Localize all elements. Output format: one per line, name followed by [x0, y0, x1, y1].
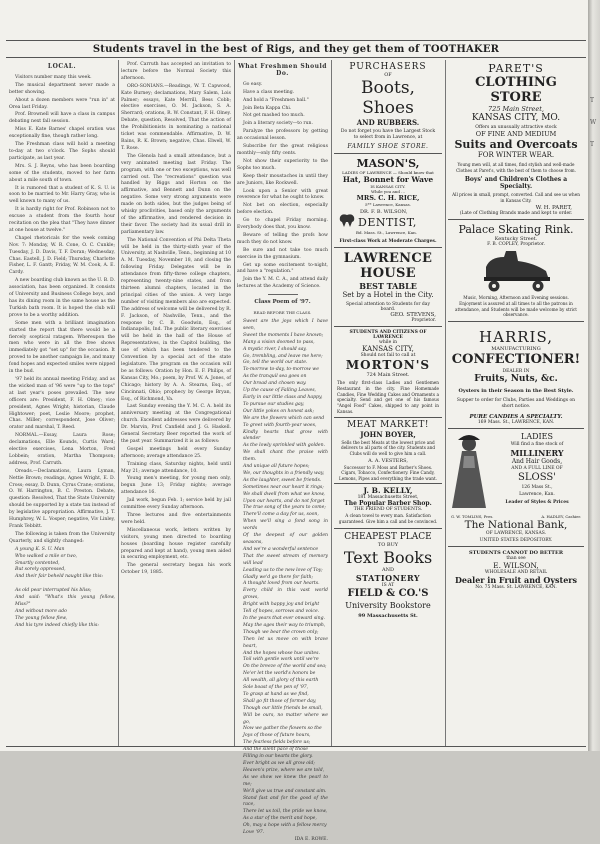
offers-text: Offers an unusually attractive stock [475, 125, 557, 130]
local-paragraph: It is rumored that a student of K. S. U. is soon to be married to Mr. Harry Gray, who is well known to many of us. [9, 185, 115, 205]
poem-line: Stand fast and for the good of the race, [243, 795, 328, 808]
freshmen-heading: What Freshmen Should Do. [238, 63, 327, 77]
rink-body: Music, Morning, Afternoon and Evening sessions. Enjoyment is assured at all times to all the patrons in attendance, and Students will be made welcome by strict observance. [455, 295, 577, 318]
poem-signature: IDA E. ROWE. [294, 836, 328, 842]
poem-line: Many a vision doomed to pass, [243, 339, 315, 345]
news-column [121, 62, 231, 746]
freshmen-item: Get up some excitement to-night, and have a "regulation." [237, 262, 328, 275]
kc-students: STUDENTS AND CITIZENS OF LAWRENCE [349, 330, 427, 340]
local-paragraphs [9, 75, 115, 546]
poem-line: The fearless fields before us; [243, 740, 311, 746]
suits-overcoats: Suits and Overcoats [454, 138, 578, 151]
freshmen-list [237, 82, 328, 291]
bank-president: G. W. TOMLINS, Pres. [451, 513, 494, 519]
poem-line: And his tyre indeed chiefly like this: [15, 622, 99, 628]
bottom-rule [6, 746, 586, 747]
dentist-title: DENTIST, [358, 216, 417, 229]
local-paragraph: A new boarding club known as the U. B. D. association, has been organized. It consists of University and Business College boys, and has its dining room in the same house as the Turkish bath room. It is hoped the club will prove to be a worthy addition. [9, 278, 115, 318]
poem-line: As old pear interrupted his bliss; [15, 588, 92, 594]
barber-body: A clean towel to every man. Satisfaction guaranteed. Give him a call and be convinced. [338, 513, 438, 524]
to-buy: TO BUY [377, 541, 399, 548]
poem-line: In the years that ever onward sing. [243, 615, 325, 621]
poem-line: And their fair beheld naught like this: [15, 574, 104, 580]
class-poem-subtitle: READ BEFORE THE CLASS. [253, 310, 312, 316]
freshmen-item: Not bet on election, especially before election. [237, 203, 328, 216]
fine-medium: OF FINE AND MEDIUM [475, 130, 557, 138]
poem-line: Oh, may a hope with a fellow mercy [243, 823, 327, 829]
hair-sub: AND A FULL LINE OF [511, 465, 563, 471]
poem-line: And unique all future hopes; [243, 464, 310, 470]
poem-line: On the breeze of the world and sea; [243, 664, 327, 670]
freshmen-item: Beware of telling the profs how much they do not know. [237, 232, 328, 245]
poem-line: We, our thoughts in a friendly way, [243, 470, 325, 476]
poem-line: To grasp at hand as we find, [243, 691, 309, 697]
poem-line: All wealth, all glory of this earth [243, 678, 319, 684]
class-poem [237, 319, 328, 837]
local-paragraph: '97 held its annual meeting Friday, and as the wicked man of '96 were "up to the tops" at last year's poses prevailed. The new officers are: President, F. H. Olney; vice president, Agnes Wright; historian, Claude Hightower; poet, Leslie Moore; prophet, Chas. Miller; correspondent, Jose Oliver; orator and marshal, T. Reed. [9, 376, 115, 431]
adjacent-page-letters [590, 90, 600, 170]
barber-sub: THE FRIEND OF STUDENTS. [353, 507, 423, 513]
ads-column-middle [334, 60, 442, 746]
boys-clothes: Boys' and Children's Clothes a Specialty. [464, 176, 568, 191]
poem-line: As a star of the merit and hope, [243, 816, 317, 822]
family-store: FAMILY SHOE STORE. [347, 143, 429, 150]
freshmen-item: Subscribe for the great religious monthly—only fifty cents. [237, 144, 328, 156]
poem-line: Sole boast of the pen of '97, [243, 685, 309, 691]
lawrence-house: LAWRENCE HOUSE [343, 251, 433, 281]
barber-title: The Popular Barber Shop. [344, 500, 432, 508]
local-paragraph: Oreads.—Declamations, Laura Lyman, Nettie Brown; readings, Agnes Wright, E. D. Cross; essay, D. Dunn, Cyrus Crane; orations, O. W. Harrington, B. C. Preston. Debate, question: Resolved, That the State University should be supported by a state tax instead of by legislative appropriation. Affirmative, J. T. Humphrey, W. L. Vosper; negative, Viv Linley, Frank Tebbitt. [9, 468, 115, 529]
class-poem-title: Class Poem of '97. [254, 299, 311, 306]
local-paragraph: Mrs. S. J. Reyns, who has been boarding some of the students, moved to her farm about a mile south of town. [9, 163, 115, 183]
poem-line: Our little yokes on honest ask; [243, 408, 315, 414]
news-paragraph: ORO-SONIANS.—Readings, W. T. Capwood, Kate Burney; declamations, Mary Salem, Lois Palmer; essays, Kate Merrill, Bess Cobb; elective exercises, O. M. Jackson, S. A. Sherrard; orations, R. W. Constant, F. H. Olney. Debate, question, Resolved, That the action of the Prohibitionists in nominating a national ticket was commendable. Affirmative, D. W. Bains, R. K. Brown; negative, Chas. Elwell, W. T. Rose. [121, 83, 231, 151]
harris-body: Supper to order for Clubs, Parties and Weddings on short notice. [456, 397, 576, 409]
vesters-title: A. A. VESTERS, [368, 457, 408, 464]
dentist-addr: Bd. Mass. St., Lawrence, Kan. [356, 230, 418, 235]
news-paragraph: The Glenola had a small attendance, but a very animated meeting last Friday. The program, with one or two exceptions, was well carried out. The "recreations" question was handled by Biggs and Horton on the affirmative, and Bennett and Dunn on the negative. Some very strong arguments were made on both sides, but the judges being of whisky proclivities, based only the arguments of the affirmative, and rendered decision in their favor. The society had its usual drill in parliamentary law. [121, 153, 231, 235]
poem-line: Our broad and chosen way. [243, 381, 307, 387]
bank-cashier: A. HADLEY, Cashier. [541, 513, 581, 519]
poem-line: Who walked a mile or two, [15, 553, 78, 559]
wilson-sub: WHOLESALE AND RETAIL [484, 569, 548, 575]
poem-line: We shall chant the praise with them. [243, 450, 328, 463]
local-paragraph: It is hardly right for Prof. Robinson not to excuse a student from the fourth hour recitation on the plea that "They have dinner at one house at twelve." [9, 207, 115, 233]
clothing-kc: KANSAS CITY, MO. [471, 113, 561, 123]
edge-letter: W [590, 119, 597, 126]
poem-line: A mystic river, I should say, [243, 346, 307, 352]
paret-name: W. H. PARET, [535, 205, 572, 212]
freshmen-item: Join the Y. M. C. A., and attend daily lectures at the Academy of Science. [237, 277, 328, 290]
news-paragraph: Prof. Carruth has accepted an invitation to lecture before the Normal Society this afternoon. [121, 62, 231, 81]
mortons-title: MORTON'S [345, 358, 431, 372]
poem-line: Kindly hearts that grow with slender [243, 429, 328, 442]
local-paragraph: Chapel rhetoricals for the week coming Nov. 7: Monday, W. R. Cone, O. C. Cunkle; Tuesday, J. D. Davis, T. F. Doran; Wednesday, Chas. Eastell, J. D. Field; Thursday, Charlotte Fisher, L. F. Gantt; Friday, W. M. Cook, A. E. Cardy. [9, 235, 115, 276]
freshmen-item: Join a literary society—to run. [243, 121, 313, 127]
local-paragraph: The musical department never made a better showing. [9, 82, 115, 95]
mason-sub2: IS KANSAS CITY. [370, 184, 406, 189]
text-books: Text Books [343, 547, 433, 567]
poem-line: To-morrow to-day, to-morrow we [243, 367, 319, 373]
vesters-body: Successor to F. Moss and Barber's Shoes. Cigars, Tobacco, Confectionery. Fine Candy, Lemons, Pipes and everything the trade want. [338, 464, 438, 481]
wilder-addr: 5** Lawrence, Kansas. [365, 202, 411, 207]
freshmen-item: Not get mashed too much. [243, 113, 305, 119]
poem-line: Smartly contented, [15, 560, 60, 566]
harris-title: HARRIS, [479, 327, 553, 346]
freshmen-item: Look upon a Senior with great reverence for what he ought to know. [237, 188, 328, 201]
than-see: than see [506, 555, 526, 561]
poem-line: Sweet the moments I have known; [243, 332, 324, 338]
poem-line: And said: "What's this young fellow, Miss?" [15, 595, 115, 607]
poem-line: But sorely oppressed, [15, 567, 66, 573]
poem-line: Go, tell the world our state. [243, 360, 308, 366]
poem-line: As the laughter, sweet be friends. [243, 477, 322, 483]
sloss-title: SLOSS' [518, 471, 556, 483]
wilson-addr: No. 75 Mass. St. LAWRENCE, KAN. [475, 584, 557, 590]
page-banner: Students travel in the best of Rigs, and they get them of TOOTHAKER [92, 44, 500, 55]
local-paragraph: Visitors number many this week. [15, 74, 92, 80]
poem-line: Though we bear the crown only; [243, 629, 319, 635]
ladies-label: LADIES [521, 431, 553, 441]
poem-line: Toil with gentle work until we're [243, 657, 319, 663]
prices-text: All prices in small, prompt, converted. Call and see us when in Kansas City. [452, 192, 580, 203]
tooth-icon [338, 213, 356, 227]
rink-street: Kentucky Street. [494, 236, 538, 243]
poem-line: To greet with fourth-year woes, [243, 422, 317, 428]
local-paragraph: Some men with a brilliant imagination started the report that there would be a fiercely sceptical ratagem. Whereupon the men who were in all the free shows immediately got "set up" for the occasion. It proved to be another campaign lie, and many fond hopes and expected smiles were nipped in the bud. [9, 320, 115, 375]
clothing-addr: 725 Main Street, [488, 105, 544, 113]
fruits-nuts: Fruits, Nuts, &c. [474, 373, 558, 384]
local-paragraph: The following is taken from the University Quarterly, and slightly changed: [9, 531, 115, 544]
university-bookstore: University Bookstore [345, 600, 431, 610]
proprietor-label: Proprietor. [411, 318, 436, 323]
poem-line: When we'll sing a fond song in words [243, 519, 328, 532]
freshmen-item: Have a class meeting. [243, 89, 295, 95]
paret-foot: (Late of Clothing Brands made and kept to order. [459, 211, 573, 217]
bank-sub: OF LAWRENCE, KANSAS. [485, 530, 547, 536]
poem-line: Upon our hearts, and do not forget [243, 498, 325, 504]
news-paragraph: Three lectures and five entertainments were held. [121, 513, 231, 525]
poem-line: That the sweet stream of memory will lead [243, 553, 328, 566]
wilder-prefix: While you and ... [370, 189, 405, 194]
poem-line: Ever bright as we all grow old; [243, 761, 315, 766]
poem-line: Every child in this vast world grows, [243, 588, 328, 601]
mason-title: MASON'S, [356, 157, 420, 170]
kelly-name: J. B. KELLY, [363, 486, 413, 496]
freshmen-item: Paralyze the professors by getting an occasional lesson. [237, 129, 328, 142]
poem-line: The young fellow flew, [15, 615, 68, 621]
boots-shoes-title: Boots, Shoes [361, 78, 415, 118]
column-rule-1 [118, 60, 119, 746]
freshmen-item: Go easy. [243, 81, 263, 87]
kc-sub: Should not fail to call at [360, 353, 416, 358]
edge-letter: T [590, 97, 595, 104]
purchasers-label: PURCHASERS [349, 62, 427, 72]
john-boyer: JOHN BOYER, [360, 429, 416, 439]
freshmen-item: And hold a "Freshmen ball." [243, 97, 309, 103]
local-column [9, 62, 115, 746]
column-rule-2 [234, 60, 235, 746]
national-bank: The National Bank, [464, 518, 568, 531]
local-poem [9, 547, 115, 630]
freshmen-item: Go to chapel Friday morning. Everybody does that, you know. [237, 218, 328, 231]
poem-line: Love '97. [243, 830, 265, 836]
mason-sub: LADIES OF LAWRENCE — Should know that [342, 170, 434, 175]
news-paragraphs [121, 62, 231, 577]
column-rule-3 [331, 60, 332, 746]
local-heading: LOCAL. [47, 63, 77, 70]
bookstore-addr: 99 Massachusetts St. [358, 612, 418, 619]
poem-line: There'll come a day for us, soon, [243, 512, 319, 518]
stationery: STATIONERY [355, 572, 421, 583]
poem-line: And the silent pace of those [243, 747, 308, 753]
freshmen-item: Keep their moustaches in until they are Juniors, like Rockwell. [237, 173, 328, 186]
parets-title: PARET'S [488, 62, 544, 75]
poem-line: Shall go fit those of former day, [243, 698, 317, 704]
poem-line: Ne'er let the world's honors be [243, 671, 316, 677]
poem-line: Heaven's prize, where we are told, [243, 767, 325, 773]
confectioner: CONFECTIONER! [451, 351, 581, 367]
poem-line: We shall dwell from what we know, [243, 491, 325, 497]
sloss-addr: 126 Mass St., [521, 484, 553, 490]
palace-rink: Palace Skating Rink. [458, 223, 574, 237]
local-paragraph: NORMAL.—Essay, Laura Rose; declamations, Elle Kounds, Curtis Ward; elective exercises, Lena Morton, Fred Lobbein; oration, Martha Thompson; address, Prof. Carruth. [9, 433, 115, 466]
poem-line: Now we gather the flowers so the [243, 726, 322, 732]
clothing-store: CLOTHING STORE [475, 75, 557, 105]
local-paragraph: Miss E. Kate Barnes' chapel oration was exceptionally fine, though rather long. [9, 127, 115, 140]
poem-line: A thought loved from our hearts. [243, 581, 320, 587]
depository: UNITED STATES DEPOSITORY. [479, 537, 553, 543]
parets-body: Young men will, at all times, find stylish and well-made Clothes at Paret's, with the best of them to choose from. [456, 162, 576, 173]
poem-line: And we're a wonderful sentence [243, 546, 319, 552]
poem-line: Early in our little class and happy, [243, 394, 323, 400]
meat-market: MEAT MARKET! [346, 419, 430, 430]
poem-line: To pursue our studies gay, [243, 401, 305, 407]
edge-letter [590, 156, 600, 163]
top-rule [6, 40, 586, 41]
poem-line: And without more ado [15, 608, 67, 614]
poem-line: Go, trembling, and leave me here; [243, 353, 323, 359]
kc-while: while in [378, 340, 398, 345]
edge-letter: T [590, 141, 595, 148]
local-paragraph: About a dozen members were "run in" at Orea last Friday. [9, 97, 115, 110]
freshmen-item: Be sure and not take too much exercise in the gymnasium. [237, 247, 328, 260]
and-rubbers: AND RUBBERS. [356, 118, 420, 127]
pure-candies: PURE CANDIES A SPECIALTY. [469, 413, 563, 420]
and-label: AND [382, 566, 394, 573]
local-paragraph: Prof. Brownell will have a class in campus debating next fall session. [9, 112, 115, 125]
oysters-text: Oysters in their Season in the Best Style. [458, 387, 574, 394]
roller-skate-icon [476, 249, 556, 293]
banner-rule [6, 57, 586, 58]
poem-line: Up the cause of Falling Leaves, [243, 388, 317, 394]
poem-line: Then let us move on with brave heart, [243, 636, 328, 649]
freshmen-column [237, 62, 328, 842]
poem-line: We are the flowers which can send [243, 415, 325, 421]
wilson-name: E. WILSON, [493, 560, 539, 570]
poem-line: Sometimes near our heart it rings; [243, 484, 324, 490]
poem-line: We'll give us true and constant aim. [243, 788, 327, 794]
news-paragraph: Miscellaneous work, letters written by visitors, young men directed to boarding houses (boarding house register carefully prepared and kept at hand), young men aided in securing employment, etc. [121, 527, 231, 561]
ladies-sub: Will find a fine stock of [510, 441, 564, 447]
best-table: BEST TABLE [359, 281, 417, 291]
geo-stevens: GEO. STEVENS, [390, 312, 436, 318]
local-paragraph: The Freshman class will hold a meeting to-day at two o'clock. The Sophs should participate, as last year. [9, 142, 115, 161]
news-paragraph: Gospel meetings held every Sunday afternoon; average attendance 25. [121, 446, 231, 459]
section-divider [268, 294, 298, 295]
sloss-foot: Leader of Styles & Prices [505, 499, 569, 505]
freshmen-item: Not show their superiority to the Sophs too much. [237, 158, 328, 171]
mortons-body: The only first-class Ladies and Gentlemen Restaurant in the city. Fine Homemade Candies, Fine Wedding Cakes and Ornaments a specialty. Send and get one of his famous "Angel Food" Cakes, shipped to any point in Kansas. [337, 380, 439, 414]
poem-line: Joys of those of future hours, [243, 733, 311, 739]
manufacturing: MANUFACTURING [491, 345, 541, 352]
kc-title: KANSAS CITY, [362, 345, 414, 353]
winter-wear: FOR WINTER WEAR. [477, 151, 555, 159]
kelly-addr: 181 Massachusetts Street, [357, 495, 419, 501]
millinery-label: MILLINERY [510, 447, 564, 458]
poem-line: Bright with happy joy and bright [243, 602, 320, 608]
news-paragraph: The National Convention of Phi Delta Theta will be held in the thirty-sixth year of the University, at Nashville, Tenn., beginning at 10 A. M. Tuesday, November 18, and closing the following Friday. Delegates will be in attendance from fifty-three college chapters, representing twenty-nine states, and from thirteen alumni chapters, located in the principal cities of the union. A very large number of visiting members also are expected. The address of welcome will be delivered by R. F. Jackson, of Nashville, Tenn., and the response by C. B. Goodwin, Esq., of Indianapolis, Ind. The public literary exercises will be held in the hall of the House of Representatives, in the Capitol building, the use of which has been tendered to the Convention by a special act of the state legislature. The program on the occasion will be as follows: Oration by Hon. E. F. Philips, of Kansas City, Mo.; poem, by Prof. W. A. Jones, of Chicago; history by A. A. Stearns, Esq., of Cincinnati, Ohio; prophecy by George Bryan, Esq., of Richmond, Va. [121, 237, 231, 402]
rink-proprietor: F. B. COPLEY, Proprietor. [487, 242, 545, 248]
hat-bonnet: Hat, Bonnet for Wave [342, 175, 434, 184]
dealer-fruit-oysters: Dealer in Fruit and Oysters [454, 574, 578, 585]
harris-addr: 169 Mass. St., LAWRENCE, KAN. [477, 419, 555, 425]
lady-figure-icon [450, 434, 488, 510]
dentist-foot: First-class Work at Moderate Charges. [339, 239, 437, 244]
poem-line: As we show we knew the pearl to me; [243, 774, 328, 787]
freshmen-item: Join Beta Kappa Chi. [243, 105, 292, 111]
hair-goods: And Hair Goods, [511, 457, 563, 465]
poem-line: Though our little friends be small, [243, 705, 323, 711]
poem-line: Tell of hopes, sorrows and voice. [243, 609, 320, 615]
news-paragraph: Young men's meeting, for young men only, begun June 13; Friday nights; average attendance 16. [121, 476, 231, 496]
wilder-name: MRS. C. H. RICE, [356, 194, 420, 202]
poem-line: As the tranquil sea goes on [243, 374, 307, 380]
poem-line: As the lowly sprinkled with golden. [243, 443, 326, 449]
ads-column-right [448, 60, 584, 746]
poem-line: Sweet are the joys which I have seen, [243, 319, 328, 331]
poem-line: The true song of the years to come; [243, 505, 326, 511]
poem-line: Filling in our hearts the glory. [243, 754, 313, 760]
news-paragraph: The general secretary began his work October 19, 1885. [121, 563, 231, 576]
boots-body: Do not forget you have the Largest Stock to select from in Lawrence, at [340, 129, 436, 140]
students-cannot: STUDENTS CANNOT DO BETTER [469, 549, 563, 556]
sloss-city: Lawrence, Kan. [519, 491, 555, 497]
dentist-name: DR. F. B. WILSON, [360, 209, 408, 215]
news-paragraph: Last Sunday evening the Y. M. C. A. held its anniversary meeting at the Congregational church. Excellent addresses were delivered by Dr. Marvin, Prof. Canfield and J. G. Haskell. General Secretary Beer reported the work of the past year. Summarized it is as follows: [121, 404, 231, 444]
edge-letter [590, 163, 600, 170]
mortons-addr: 724 Main Street. [366, 372, 410, 378]
special-rates: Special attention to Students for day board. [345, 302, 431, 312]
poem-line: And the hopes whose hue unites. [243, 650, 320, 656]
poem-line: Gladly we'd go there for faith; [243, 574, 314, 580]
is-at: IS AT [381, 582, 395, 588]
news-paragraph: Jail work, begun Feb. 1; service held by jail committee every Sunday afternoon. [121, 498, 231, 511]
of-label: OF [384, 72, 392, 78]
poem-line: Of the deepest of our golden seasons, [243, 533, 328, 545]
poem-line: There let us toil, the pride we know, [243, 809, 328, 815]
poem-line: Will be ours, no matter where we go, [243, 712, 328, 725]
poem-line: May the ages their way to triumph, [243, 622, 326, 628]
news-paragraph: Training class, Saturday nights, held until May 21; average attendance, 10. [121, 461, 231, 474]
dealer-in: DEALER IN [502, 368, 530, 374]
poem-line: A young K. S. U. Man [15, 546, 65, 552]
column-rule-4 [445, 60, 446, 746]
set-hotel: Set by a Hotel in the City. [342, 291, 434, 299]
boyer-body: Sells the best Meats at the lowest price and delivers to all parts of the city. Students and Clubs will do well to give him a call. [340, 439, 436, 456]
field-co: FIELD & CO.'S [347, 587, 429, 599]
cheapest-place: CHEAPEST PLACE [344, 531, 432, 542]
poem-line: Leading us to the new love of Toy; [243, 567, 323, 573]
